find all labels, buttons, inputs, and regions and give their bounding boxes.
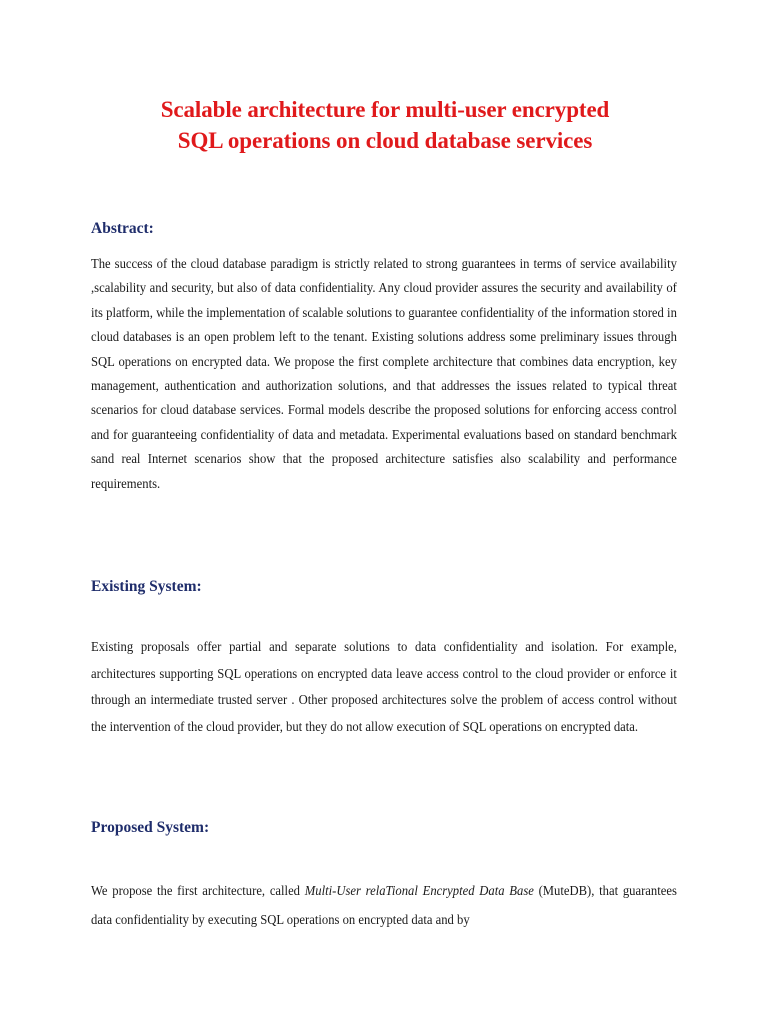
title-line-2: SQL operations on cloud database services bbox=[177, 128, 593, 153]
proposed-system-name: Multi-User relaTional Encrypted Data Base bbox=[304, 883, 534, 898]
existing-system-paragraph: Existing proposals offer partial and separate solutions to data confidentiality and isolation. For example, architectures supporting SQL operations on encrypted data leave access control to the cloud provider or enforce it through an intermediate trusted server . Other proposed architectures solve the problem of access control without the intervention of the cloud provider, but they do not allow execution of SQL operations on encrypted data. bbox=[91, 639, 677, 734]
proposed-text-intro: We propose the first architecture, called bbox=[91, 883, 305, 898]
document-title bbox=[90, 94, 680, 156]
abstract-heading: Abstract: bbox=[91, 220, 154, 237]
proposed-text-rest: (MuteDB), that guarantees data confidentiality by executing SQL operations on encrypted data and by bbox=[91, 883, 677, 927]
existing-system-heading: Existing System: bbox=[91, 578, 202, 595]
title-line-1: Scalable architecture for multi-user encrypted bbox=[160, 97, 610, 122]
proposed-system-paragraph bbox=[91, 877, 677, 935]
abstract-paragraph: The success of the cloud database paradigm is strictly related to strong guarantees in terms of service availability ,scalability and security, but also of data confidentiality. Any cloud provider assures the security and availability of its platform, while the implementation of scalable solutions to guarantee confidentiality of the information stored in cloud databases is an open problem left to the tenant. Existing solutions address some preliminary issues through SQL operations on encrypted data. We propose the first complete architecture that combines data encryption, key management, authentication and authorization solutions, and that addresses the issues related to typical threat scenarios for cloud database services. Formal models describe the proposed solutions for enforcing access control and for guaranteeing confidentiality of data and metadata. Experimental evaluations based on standard benchmark sand real Internet scenarios show that the proposed architecture satisfies also scalability and performance requirements. bbox=[91, 256, 677, 491]
proposed-system-heading: Proposed System: bbox=[91, 819, 210, 836]
